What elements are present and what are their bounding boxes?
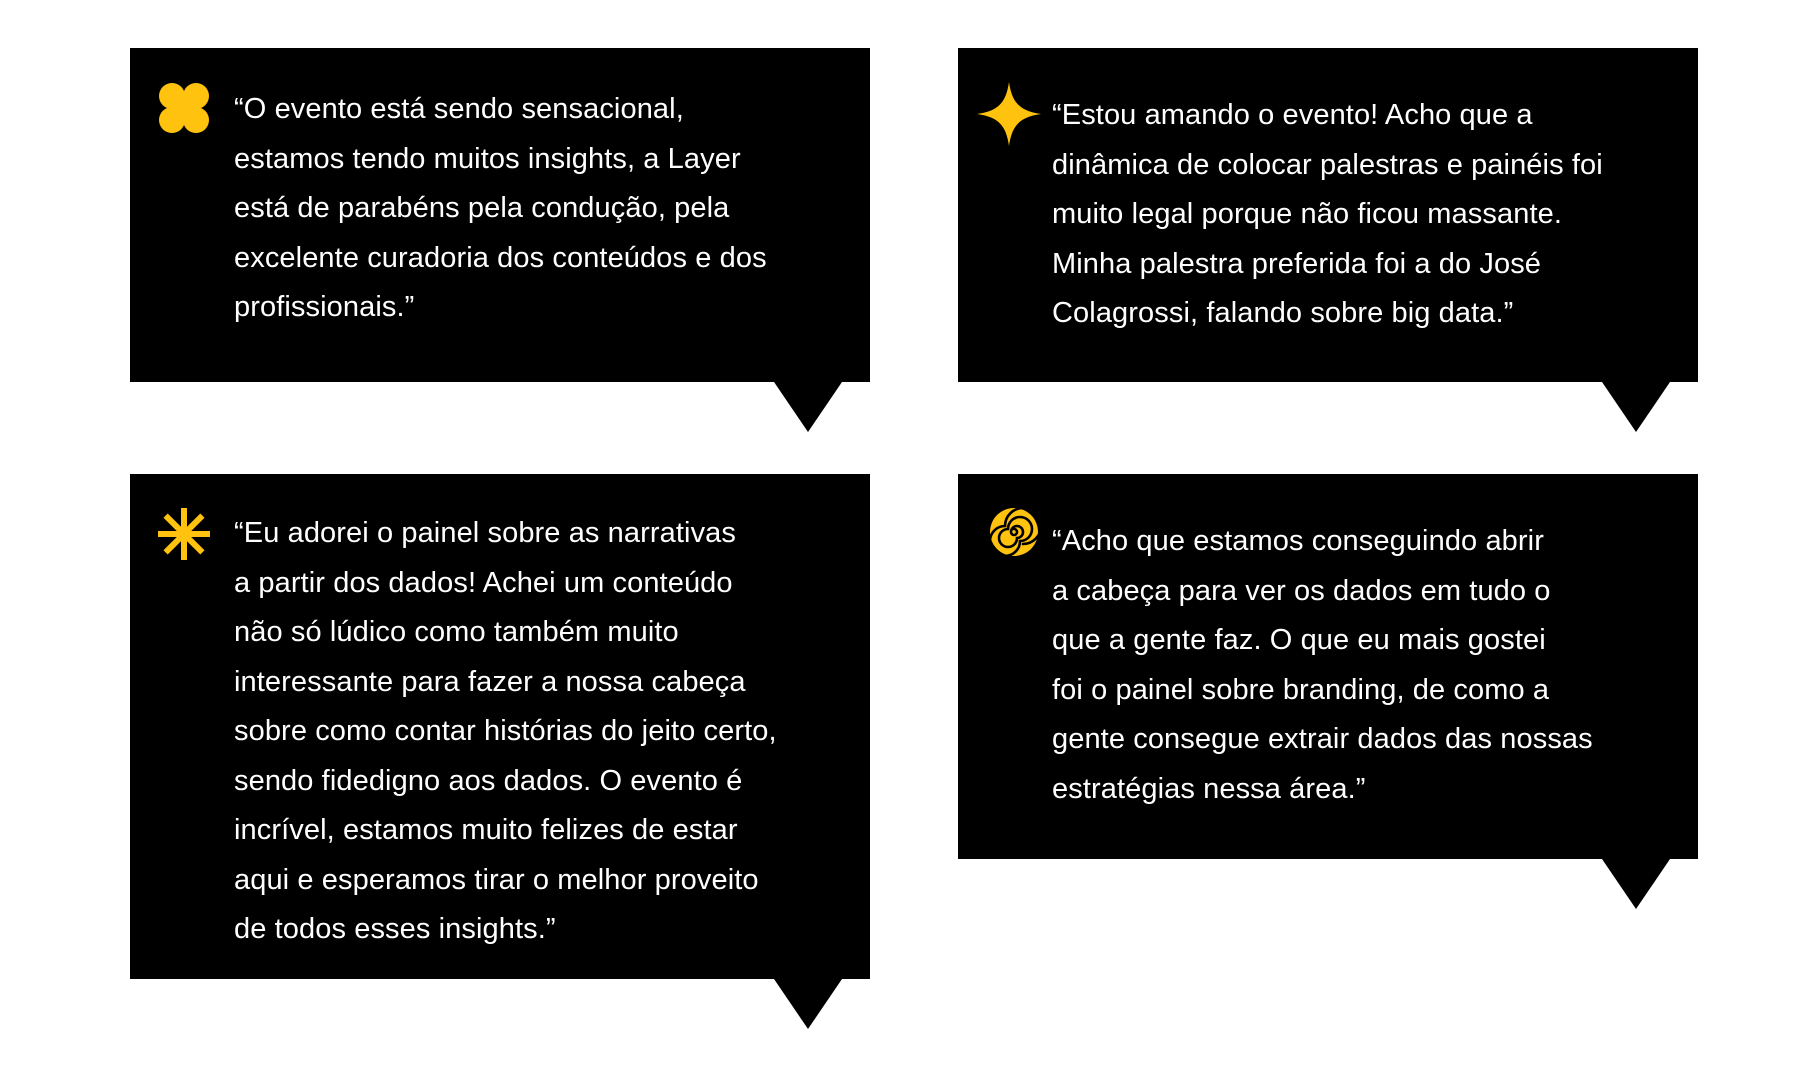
testimonial-quote-3 xyxy=(234,509,777,955)
quote-line: Minha palestra preferida foi a do José xyxy=(1052,247,1542,280)
quote-line: estratégias nessa área.” xyxy=(1052,772,1366,805)
quote-line: excelente curadoria dos conteúdos e dos xyxy=(234,241,767,274)
asterisk-icon xyxy=(156,506,212,562)
speech-tail xyxy=(1602,859,1670,909)
speech-tail xyxy=(774,979,842,1029)
testimonial-bubble-2 xyxy=(958,48,1698,382)
quote-line: sendo fidedigno aos dados. O evento é xyxy=(234,764,743,797)
quote-line: de todos esses insights.” xyxy=(234,913,556,945)
testimonial-bubble-4 xyxy=(958,474,1698,859)
quote-line: interessante para fazer a nossa cabeça xyxy=(234,665,746,698)
quote-line: “O evento está sendo sensacional, xyxy=(234,93,684,125)
quote-line: não só lúdico como também muito xyxy=(234,616,679,648)
quote-line: estamos tendo muitos insights, a Layer xyxy=(234,142,741,175)
testimonial-quote-4 xyxy=(1052,517,1593,814)
speech-tail xyxy=(774,382,842,432)
quote-line: dinâmica de colocar palestras e painéis foi xyxy=(1052,148,1603,181)
quote-line: muito legal porque não ficou massante. xyxy=(1052,198,1562,230)
quote-line: sobre como contar histórias do jeito certo, xyxy=(234,715,777,747)
spiral-icon xyxy=(988,506,1040,558)
quote-line: “Acho que estamos conseguindo abrir xyxy=(1052,525,1544,557)
quote-line: profissionais.” xyxy=(234,291,415,323)
quote-line: que a gente faz. O que eu mais gostei xyxy=(1052,624,1546,656)
testimonial-quote-2 xyxy=(1052,91,1603,339)
quote-line: aqui e esperamos tirar o melhor proveito xyxy=(234,863,759,896)
quote-line: incrível, estamos muito felizes de estar xyxy=(234,814,738,846)
testimonial-quote-1 xyxy=(234,85,767,333)
flower-icon xyxy=(156,80,212,136)
testimonial-bubble-3 xyxy=(130,474,870,979)
quote-line: “Estou amando o evento! Acho que a xyxy=(1052,99,1533,131)
speech-tail xyxy=(1602,382,1670,432)
quote-line: a partir dos dados! Achei um conteúdo xyxy=(234,566,733,599)
quote-line: Colagrossi, falando sobre big data.” xyxy=(1052,297,1514,329)
quote-line: está de parabéns pela condução, pela xyxy=(234,192,730,224)
quote-line: a cabeça para ver os dados em tudo o xyxy=(1052,574,1551,607)
sparkle-icon xyxy=(976,81,1042,147)
quote-line: gente consegue extrair dados das nossas xyxy=(1052,723,1593,755)
quote-line: foi o painel sobre branding, de como a xyxy=(1052,673,1550,706)
testimonial-bubble-1 xyxy=(130,48,870,382)
quote-line: “Eu adorei o painel sobre as narrativas xyxy=(234,517,737,549)
